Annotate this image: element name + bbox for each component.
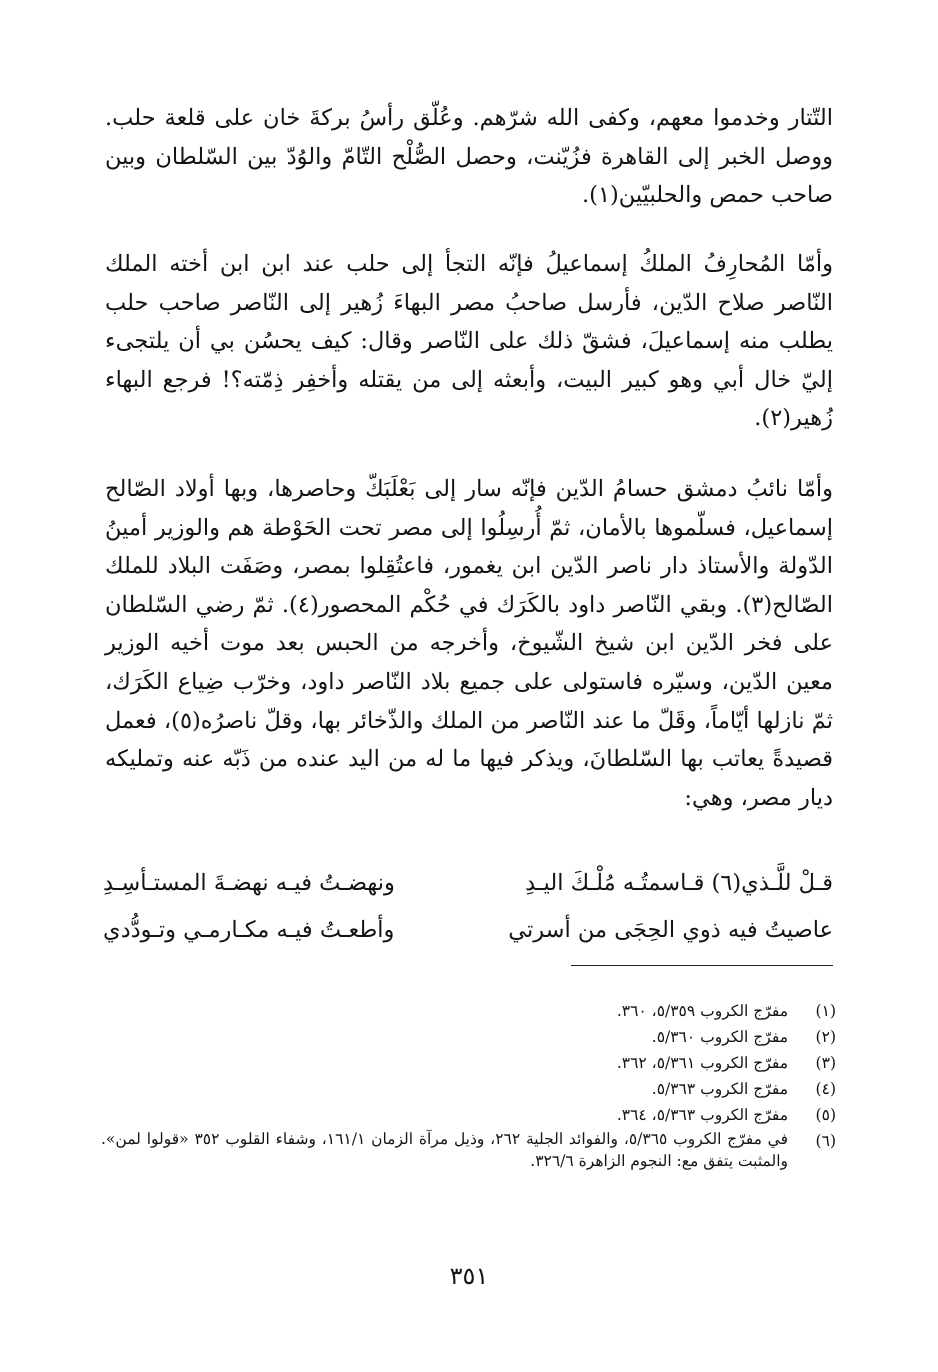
footnote-number: (٢) bbox=[815, 1028, 836, 1046]
footnote bbox=[101, 1076, 836, 1102]
verse-second-hemistich: ونهضـتُ فيـه نهضـةَ المستـأسِـدِ bbox=[103, 870, 395, 896]
paragraph-text: التّتار وخدموا معهم، وكفى الله شرّهم. وعُلّق رأسُ بركةَ خان على قلعة حلب. ووصل الخبر إلى القاهرة فزُيّنت، وحصل الصُّلْح التّامّ والوُدّ بين السّلطان وبين صاحب حمص والحلبيّين(١). bbox=[105, 105, 833, 209]
verse-second-hemistich: وأطعـتُ فيـه مكـارمـي وتـودُّدي bbox=[103, 917, 395, 943]
footnote-text: في مفرّج الكروب ٥/٣٦٥، والفوائد الجلية ٢٦٢، وذيل مرآة الزمان ١٦١/١، وشفاء القلوب ٣٥٢ «قولوا لمن». والمثبت يتفق مع: النجوم الزاهرة ٣٢٦/٦. bbox=[101, 1130, 789, 1170]
footnote-number: (٦) bbox=[815, 1132, 836, 1150]
footnote bbox=[101, 998, 836, 1024]
footnotes bbox=[101, 998, 836, 1172]
footnote bbox=[101, 1050, 836, 1076]
poem-verse-2 bbox=[103, 915, 833, 945]
verse-first-hemistich: قـلْ للَّـذي(٦) قـاسمتُـه مُلْـكَ اليـدِ bbox=[525, 870, 833, 896]
footnote bbox=[101, 1128, 836, 1172]
paragraph-text: وأمّا نائبُ دمشق حسامُ الدّين فإنّه سار إلى بَعْلَبَكّ وحاصرها، وبها أولاد الصّالح إسماعيل، فسلّموها بالأمان، ثمّ أُرسِلُوا إلى مصر تحت الحَوْطة هم والوزير أمينُ الدّولة والأستاذ دار ناصر الدّين ابن يغمور، فاعتُقِلوا بمصر، وصَفَت البلاد للملك الصّالح(٣). وبقي النّاصر داود بالكَرَك في حُكْم المحصور(٤). ثمّ رضي السّلطان على فخر الدّين ابن شيخ الشّيوخ، وأخرجه من الحبس بعد موت أخيه الوزير معين الدّين، وسيّره فاستولى على جميع بلاد النّاصر داود، وخرّب ضِياع الكَرَك، ثمّ نازلها أيّاماً، وقَلّ ما عند النّاصر من الملك والذّخائر بها، وقلّ ناصرُه(٥)، فعمل قصيدةً يعاتب بها السّلطانَ، ويذكر فيها ما له من اليد عنده من ذَبّه عنه وتمليكه ديار مصر، وهي: bbox=[105, 476, 834, 811]
verse-first-hemistich: عاصيتُ فيه ذوي الحِجَى من أسرتي bbox=[508, 917, 833, 943]
footnote bbox=[101, 1102, 836, 1128]
footnote bbox=[101, 1024, 836, 1050]
paragraph-text: وأمّا المُحارِفُ الملكُ إسماعيلُ فإنّه التجأ إلى حلب عند ابن ابن أخته الملك النّاصر صلاح الدّين، فأرسل صاحبُ مصر البهاءَ زُهير إلى النّاصر صاحب حلب يطلب منه إسماعيلَ، فشقّ ذلك على النّاصر وقال: كيف يحسُن بي أن يلتجىء إليّ خال أبي وهو كبير البيت، وأبعثه إلى من يقتله وأخفِر ذِمّته؟! فرجع البهاء زُهير(٢). bbox=[105, 251, 833, 432]
footnote-number: (٤) bbox=[815, 1080, 836, 1098]
footnote-separator bbox=[571, 965, 833, 966]
body-paragraph-2 bbox=[105, 245, 833, 438]
footnote-number: (٥) bbox=[815, 1106, 836, 1124]
footnote-text: مفرّج الكروب ٥/٣٥٩، ٣٦٠. bbox=[616, 1002, 788, 1020]
page-number: ٣٥١ bbox=[449, 1262, 489, 1290]
footnote-number: (٣) bbox=[815, 1054, 836, 1072]
footnote-text: مفرّج الكروب ٥/٣٦١، ٣٦٢. bbox=[616, 1054, 788, 1072]
body-paragraph-1 bbox=[105, 99, 833, 215]
footnote-text: مفرّج الكروب ٥/٣٦٣. bbox=[651, 1080, 788, 1098]
body-paragraph-3 bbox=[105, 470, 833, 817]
poem-verse-1 bbox=[103, 868, 833, 898]
footnote-text: مفرّج الكروب ٥/٣٦٣، ٣٦٤. bbox=[616, 1106, 788, 1124]
footnote-text: مفرّج الكروب ٥/٣٦٠. bbox=[651, 1028, 788, 1046]
footnote-number: (١) bbox=[815, 1002, 836, 1020]
